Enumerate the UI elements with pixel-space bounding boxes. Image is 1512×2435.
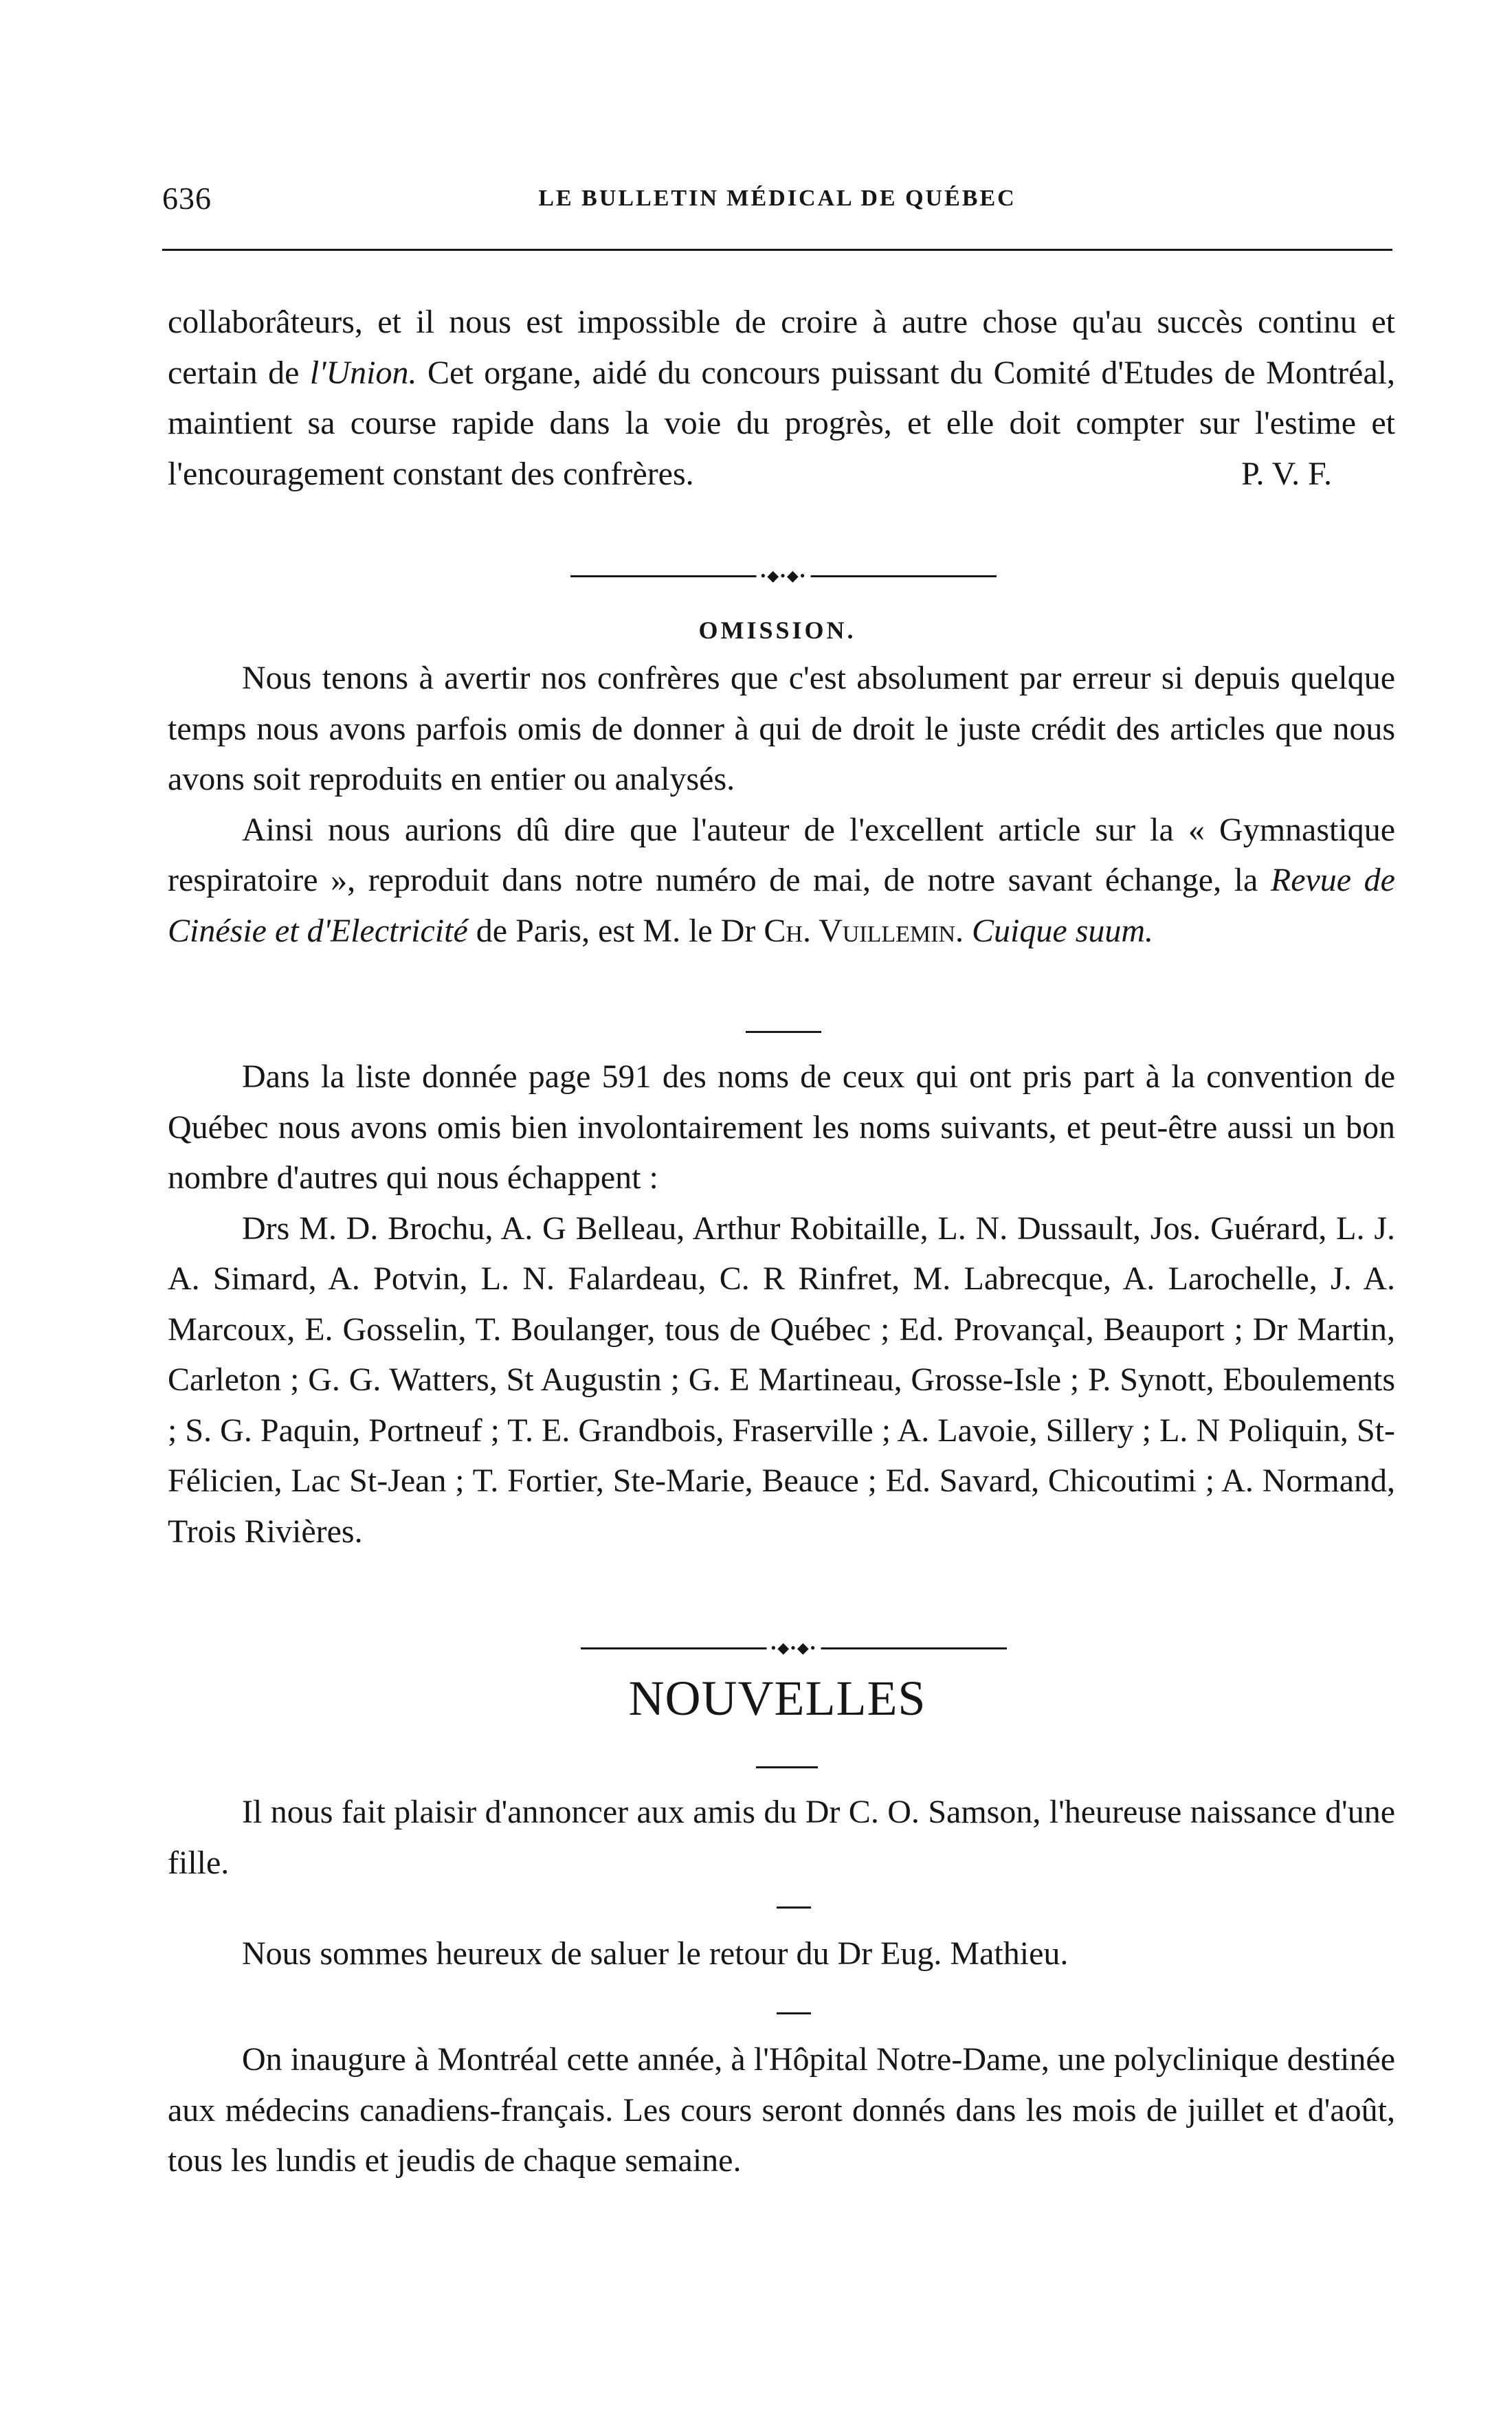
running-title: LE BULLETIN MÉDICAL DE QUÉBEC — [538, 186, 1016, 211]
omission-paragraph-2 — [168, 805, 1395, 957]
author-name: Ch. Vuillemin — [764, 912, 956, 949]
union-title: l'Union. — [309, 354, 417, 391]
header-rule — [162, 249, 1392, 251]
nouvelles-item-1-block — [168, 1787, 1395, 1888]
page-header — [162, 180, 1392, 221]
short-rule — [746, 1031, 821, 1033]
ornament-divider — [570, 569, 997, 583]
short-rule — [777, 1906, 811, 1909]
nouvelles-title: NOUVELLES — [628, 1671, 926, 1726]
short-rule — [777, 2012, 811, 2014]
omission-text-a: Ainsi nous aurions dû dire que l'auteur de l'excellent article sur la « Gymnastique respiratoire », reproduit dans notre numéro de mai, de notre savant échange, la — [168, 811, 1395, 898]
intro-text-b: Cet organe, aidé du concours puissant du Comité d'Etudes de Montréal, maintient sa course rapide dans la voie du progrès, et elle doit compter sur l'estime et l'encouragement constant des confrères. — [168, 354, 1395, 492]
intro-text-a: collaborâteurs, et il nous est impossible de croire à autre chose qu'au succès continu et certain de — [168, 304, 1395, 391]
omission-paragraph-1: Nous tenons à avertir nos confrères que c'est absolument par erreur si depuis quelque temps nous avons parfois omis de donner à qui de droit le juste crédit des articles que nous avons soit reproduits en entier ou analysés. — [168, 660, 1395, 797]
nouvelles-item-1: Il nous fait plaisir d'annoncer aux amis du Dr C. O. Samson, l'heureuse naissance d'une fille. — [168, 1794, 1395, 1881]
omission-names-list: Drs M. D. Brochu, A. G Belleau, Arthur Robitaille, L. N. Dussault, Jos. Guérard, L. J. A. Simard, A. Potvin, L. N. Falardeau, C. R Rinfret, M. Labrecque, A. Larochelle, J. A. Marcoux, E. Gosselin, T. Boulanger, tous de Québec ; Ed. Provançal, Beauport ; Dr Martin, Carleton ; G. G. Watters, St Augustin ; G. E Martineau, Grosse-Isle ; P. Synott, Eboulements ; S. G. Paquin, Portneuf ; T. E. Grandbois, Fraserville ; A. Lavoie, Sillery ; L. N Poliquin, St-Félicien, Lac St-Jean ; T. Fortier, Ste-Marie, Beauce ; Ed. Savard, Chicoutimi ; A. Normand, Trois Rivières. — [168, 1210, 1395, 1550]
intro-block — [168, 297, 1395, 499]
signature: P. V. F. — [1241, 455, 1332, 492]
nouvelles-item-3-block — [168, 2034, 1395, 2186]
omission-text-c: . — [955, 912, 972, 949]
omission-block — [168, 653, 1395, 956]
nouvelles-item-2: Nous sommes heureux de saluer le retour du Dr Eug. Mathieu. — [242, 1935, 1069, 1972]
nouvelles-item-2-block — [168, 1928, 1395, 1979]
ornament-divider — [581, 1641, 1007, 1655]
revue-title: Revue de Cinésie et d'Electricité — [168, 862, 1395, 949]
page-number: 636 — [162, 181, 212, 216]
omission-paragraph-3: Dans la liste donnée page 591 des noms de ceux qui ont pris part à la convention de Québec nous avons omis bien involontairement les noms suivants, et peut-être aussi un bon nombre d'autres qui nous échappent : — [168, 1058, 1395, 1196]
nouvelles-item-3: On inaugure à Montréal cette année, à l'Hôpital Notre-Dame, une polyclinique destinée aux médecins canadiens-français. Les cours seront donnés dans les mois de juillet et d'août, tous les lundis et jeudis de chaque semaine. — [168, 2041, 1395, 2179]
short-rule — [756, 1766, 818, 1768]
omission-list-block — [168, 1052, 1395, 1557]
omission-title: OMISSION. — [698, 616, 856, 644]
cuique-suum: Cuique suum. — [972, 912, 1154, 949]
omission-text-b: de Paris, est M. le Dr — [467, 912, 764, 949]
ornament-dots: •◆•◆• — [767, 1641, 821, 1655]
ornament-dots: •◆•◆• — [757, 569, 811, 583]
